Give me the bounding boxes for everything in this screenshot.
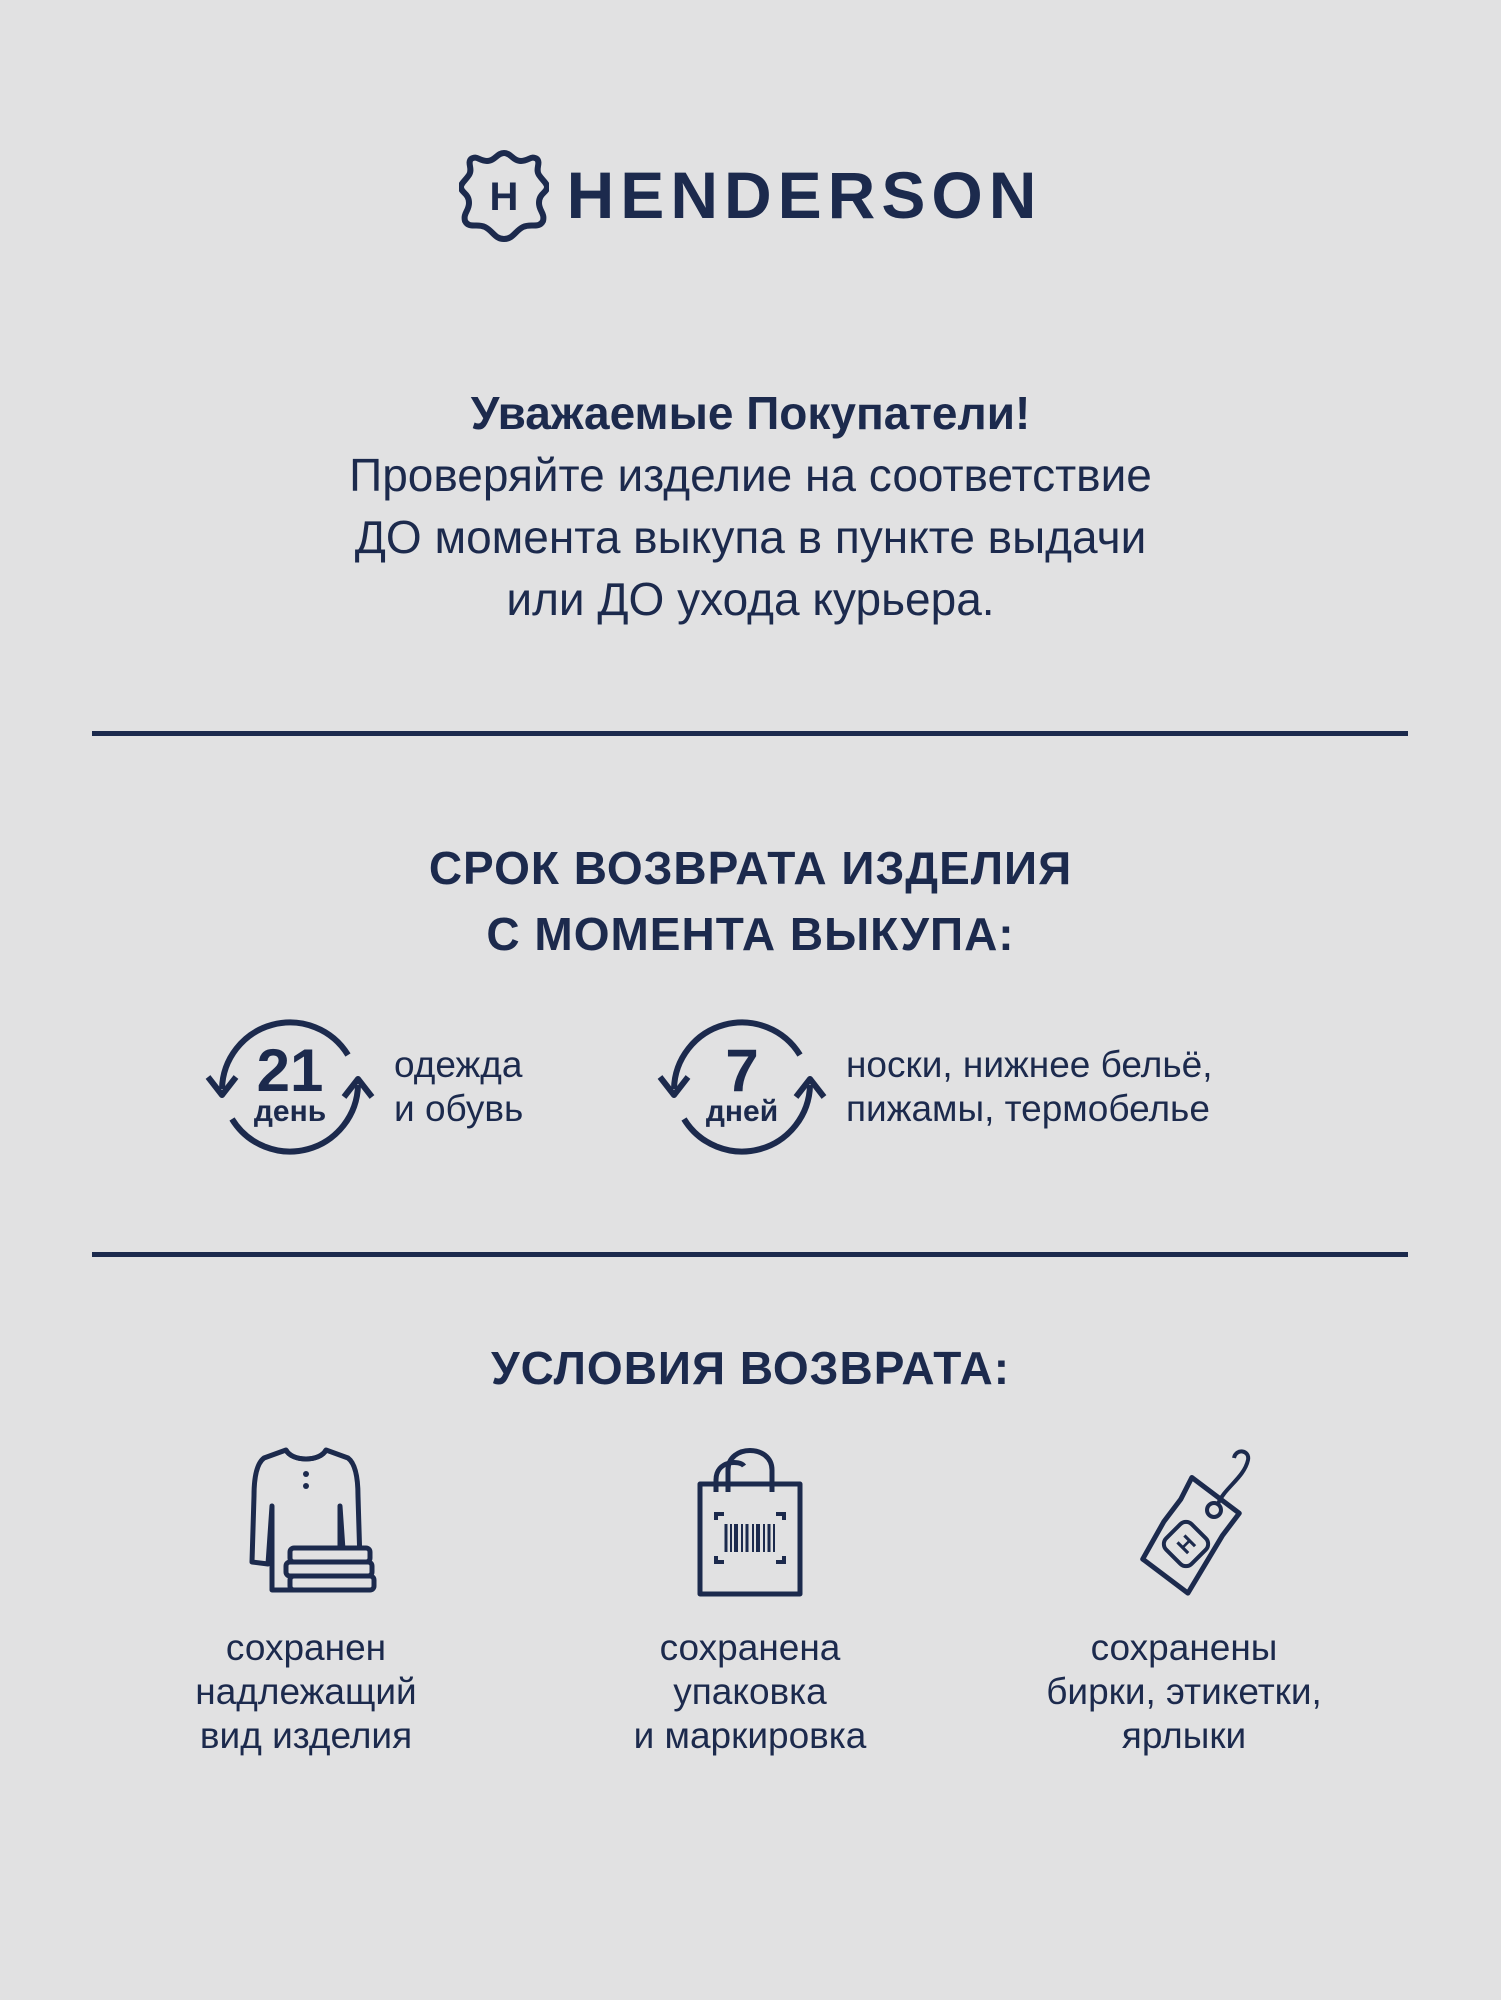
period-description	[846, 1043, 1213, 1131]
condition-line: ярлыки	[1121, 1715, 1247, 1756]
henderson-logo-icon	[459, 147, 549, 243]
greeting-line: ДО момента выкупа в пункте выдачи	[354, 511, 1147, 563]
shopping-bag-barcode-icon	[670, 1440, 830, 1600]
period-description	[394, 1043, 523, 1131]
greeting-block	[0, 382, 1501, 630]
return-period-title-line: СРОК ВОЗВРАТА ИЗДЕЛИЯ	[428, 842, 1073, 894]
condition-line: вид изделия	[199, 1715, 413, 1756]
brand-logo	[0, 140, 1501, 250]
return-period-title	[0, 835, 1501, 967]
logo-mark-letter: H	[489, 175, 519, 219]
brand-name: HENDERSON	[566, 158, 1043, 232]
condition-line: упаковка	[673, 1671, 827, 1712]
condition-description	[984, 1626, 1384, 1758]
period-description-line: и обувь	[394, 1088, 524, 1129]
period-description-line: одежда	[394, 1044, 523, 1085]
condition-line: сохранена	[659, 1627, 841, 1668]
condition-description	[106, 1626, 506, 1758]
period-unit: день	[253, 1095, 327, 1128]
period-unit: дней	[705, 1095, 779, 1128]
price-tag-icon	[1104, 1440, 1264, 1600]
period-number: 7	[725, 1037, 759, 1104]
condition-item-packaging	[550, 1440, 950, 1758]
condition-line: сохранены	[1090, 1627, 1278, 1668]
condition-description	[550, 1626, 950, 1758]
cycle-arrows-icon	[652, 1007, 832, 1167]
condition-item-tags	[984, 1440, 1384, 1758]
greeting-line: Проверяйте изделие на соответствие	[349, 449, 1152, 501]
condition-item-appearance	[106, 1440, 506, 1758]
sweater-icon	[226, 1440, 386, 1600]
tag-logo-letter: H	[1171, 1529, 1201, 1559]
greeting-line: или ДО ухода курьера.	[506, 573, 995, 625]
condition-line: бирки, этикетки,	[1046, 1671, 1322, 1712]
greeting-title: Уважаемые Покупатели!	[470, 387, 1031, 439]
period-description-line: пижамы, термобелье	[846, 1088, 1210, 1129]
divider-bottom	[92, 1252, 1408, 1257]
divider-top	[92, 731, 1408, 736]
return-period-item-underwear	[652, 1007, 1213, 1167]
conditions-title: УСЛОВИЯ ВОЗВРАТА:	[490, 1342, 1011, 1394]
period-description-line: носки, нижнее бельё,	[846, 1044, 1213, 1085]
cycle-arrows-icon	[200, 1007, 380, 1167]
condition-line: сохранен	[225, 1627, 387, 1668]
period-number: 21	[256, 1037, 324, 1104]
condition-line: и маркировка	[633, 1715, 867, 1756]
return-period-item-clothes	[200, 1007, 523, 1167]
return-period-title-line: С МОМЕНТА ВЫКУПА:	[486, 908, 1015, 960]
condition-line: надлежащий	[195, 1671, 417, 1712]
